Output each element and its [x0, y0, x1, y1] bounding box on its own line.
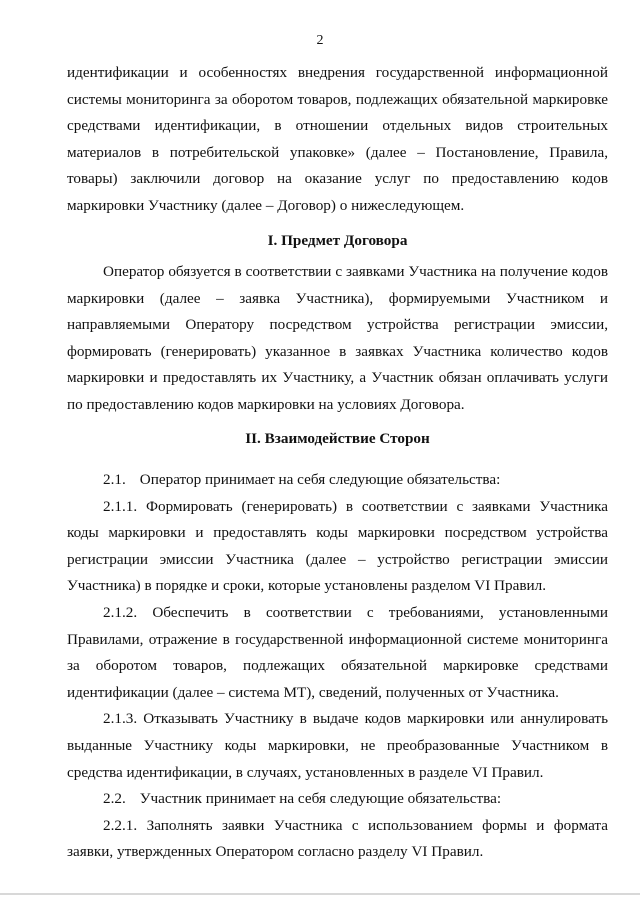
- section-1-paragraph: Оператор обязуется в соответствии с заявками Участника на получение кодов маркировки (далее – заявка Участника), формируемыми Участником и направляемыми Оператору посредством устройства регистрации эмиссии, формировать (генерировать) указанное в заявках Участника количество кодов маркировки и предоставлять их Участнику, а Участник обязан оплачивать услуги по предоставлению кодов маркировки на условиях Договора.: [67, 263, 608, 413]
- section-1-heading: I. Предмет Договора: [267, 232, 408, 249]
- clause-2-2-1: 2.2.1. Заполнять заявки Участника с использованием формы и формата заявки, утвержденных Оператором согласно разделу VI Правил.: [67, 816, 608, 861]
- intro-paragraph: идентификации и особенностях внедрения государственной информационной системы мониторинга за оборотом товаров, подлежащих обязательной маркировке средствами идентификации, в отношении отдельных видов строительных материалов в потребительской упаковке» (далее – Постановление, Правила, товары) заключили договор на оказание услуг по предоставлению кодов маркировки Участнику (далее – Договор) о нижеследующем.: [67, 64, 608, 214]
- section-2-heading: II. Взаимодействие Сторон: [245, 430, 430, 447]
- clause-2-1-1: 2.1.1. Формировать (генерировать) в соответствии с заявками Участника коды маркировки и предоставлять коды маркировки посредством устройства регистрации эмиссии Участника (далее – устройство регистрации эмиссии Участника) в порядке и сроки, которые установлены разделом VI Правил.: [67, 497, 608, 595]
- clause-2-2-text: Участник принимает на себя следующие обязательства:: [139, 790, 502, 808]
- clause-2-1: [67, 467, 608, 494]
- scan-edge: [0, 893, 640, 895]
- clause-2-1-text: Оператор принимает на себя следующие обязательства:: [139, 471, 501, 488]
- page-number: 2: [316, 33, 324, 48]
- section-1-block: [67, 259, 608, 419]
- clause-2-1-3: 2.1.3. Отказывать Участнику в выдаче кодов маркировки или аннулировать выданные Участнику коды маркировки, не преобразованные Участником в средства идентификации, в случаях, установленных в разделе VI Правил.: [67, 710, 608, 781]
- intro-block: [67, 60, 608, 220]
- clause-2-1-2: 2.1.2. Обеспечить в соответствии с требованиями, установленными Правилами, отражение в государственной информационной системе мониторинга за оборотом товаров, подлежащих обязательной маркировке средствами идентификации (далее – система МТ), сведений, полученных от Участника.: [67, 603, 608, 701]
- clause-2-2: [67, 786, 608, 813]
- section-2-block: [67, 467, 608, 866]
- clause-2-1-number: 2.1.: [103, 471, 126, 488]
- clause-2-2-number: 2.2.: [103, 790, 126, 808]
